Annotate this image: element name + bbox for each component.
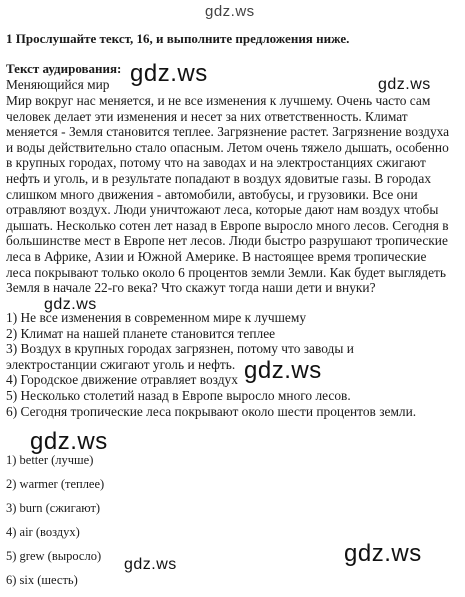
passage-line: Мир вокруг нас меняется, и не все изменения к лучшему. Очень часто сам bbox=[6, 93, 431, 108]
passage bbox=[6, 93, 458, 296]
passage-line: большинстве мест в Европе нет лесов. Люди быстро разрушают тропические bbox=[6, 233, 448, 249]
answer-item: 1) better (лучше) bbox=[6, 453, 94, 467]
watermark-top: gdz.ws bbox=[205, 3, 255, 20]
answer-item: 4) air (воздух) bbox=[6, 525, 80, 539]
passage-line: леса в Африке, Азии и Южной Америке. В настоящее время тропические bbox=[6, 248, 427, 264]
passage-line: в крупных городах, потому что на заводах и на электростанциях сжигают bbox=[6, 155, 426, 171]
passage-line: Земля в начале 22-го века? Что скажут тогда наши дети и внуки? bbox=[6, 280, 376, 296]
watermark-1: gdz.ws bbox=[130, 60, 208, 87]
watermark-6: gdz.ws bbox=[124, 556, 177, 573]
text-subtitle: Меняющийся мир bbox=[6, 77, 110, 92]
statement-line: 4) Городское движение отравляет воздух bbox=[6, 372, 238, 388]
passage-line: леса покрывают только около 6 процентов земли Земли. Как будет выглядеть bbox=[6, 264, 446, 280]
answer-item: 2) warmer (теплее) bbox=[6, 477, 105, 491]
passage-line: человек делает эти изменения и несет за них ответственность. Климат bbox=[6, 108, 408, 124]
statement-line: электростанции сжигают уголь и нефть. bbox=[6, 356, 236, 372]
watermark-3: gdz.ws bbox=[44, 296, 97, 313]
statements-list bbox=[6, 310, 458, 419]
statement-line: 2) Климат на нашей планете становится теплее bbox=[6, 325, 276, 341]
watermark-7: gdz.ws bbox=[344, 540, 422, 567]
statement-line: 6) Сегодня тропические леса покрывают около шести процентов земли. bbox=[6, 403, 417, 419]
answer-item: 6) six (шесть) bbox=[6, 573, 78, 587]
answer-item: 3) burn (сжигают) bbox=[6, 501, 101, 515]
statement-line: 5) Несколько столетий назад в Европе выросло много лесов. bbox=[6, 387, 351, 403]
passage-line: и воды действительно стало опасным. Летом очень тяжело дышать, особенно bbox=[6, 139, 449, 155]
text-heading: Текст аудирования: bbox=[6, 61, 122, 76]
watermark-5: gdz.ws bbox=[30, 428, 108, 455]
passage-line: слишком много движения - автомобили, автобусы, и грузовики. Все они bbox=[6, 186, 418, 202]
watermark-2: gdz.ws bbox=[378, 76, 431, 93]
task-title: 1 Прослушайте текст, 16, и выполните предложения ниже. bbox=[6, 31, 350, 46]
answers-list bbox=[6, 452, 104, 596]
passage-line: отравляют воздух. Люди уничтожают леса, которые дают нам воздух чтобы bbox=[6, 202, 439, 218]
statement-line: 1) Не все изменения в современном мире к лучшему bbox=[6, 310, 307, 325]
answer-item: 5) grew (выросло) bbox=[6, 549, 102, 563]
passage-line: дышать. Несколько сотен лет назад в Европе выросло много лесов. Сегодня в bbox=[6, 217, 449, 233]
passage-line: нефть и уголь, и в результате попадают в воздух ядовитые газы. В городах bbox=[6, 170, 432, 186]
watermark-4: gdz.ws bbox=[244, 357, 322, 384]
passage-line: меняется - Земля становится теплее. Загрязнение растет. Загрязнение воздуха bbox=[6, 124, 450, 140]
statement-line: 3) Воздух в крупных городах загрязнен, потому что заводы и bbox=[6, 341, 354, 357]
